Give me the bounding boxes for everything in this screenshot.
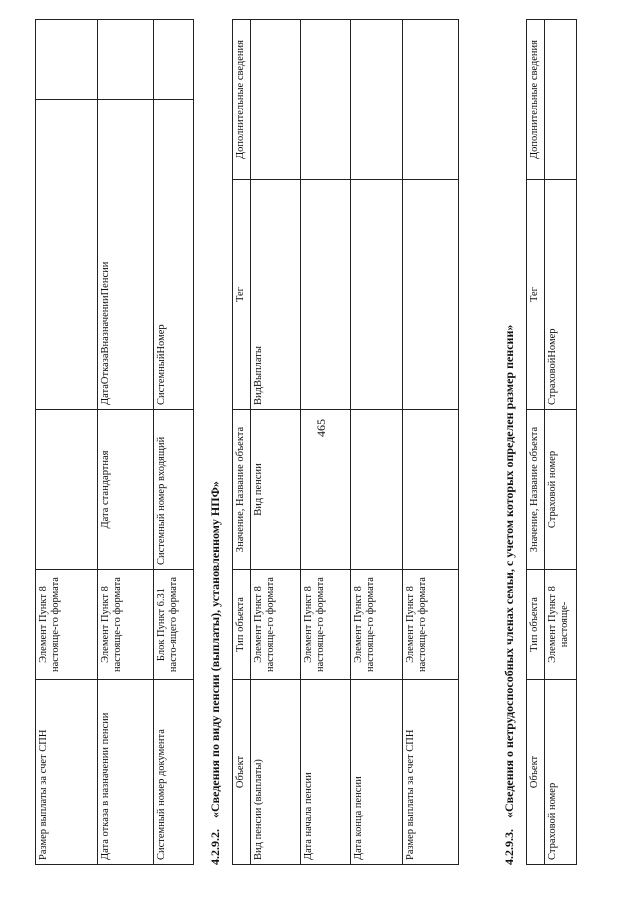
section-number: 4.2.9.2.	[208, 829, 222, 865]
header-type: Тип объекта	[527, 570, 545, 680]
header-type: Тип объекта	[233, 570, 251, 680]
table-row	[98, 20, 154, 865]
cell-tag: СистемныйНомер	[154, 100, 194, 410]
table-row	[301, 20, 351, 865]
cell-object: Размер выплаты за счет СПН	[36, 680, 98, 865]
header-value: Значение, Название объекта	[527, 410, 545, 570]
header-extra: Дополнительные сведения	[527, 20, 545, 180]
family-members-table	[526, 19, 577, 865]
section-title: «Сведения по виду пенсии (выплаты), установленному НПФ»	[208, 481, 222, 818]
cell-extra	[98, 20, 154, 100]
cell-extra	[154, 20, 194, 100]
cell-tag	[351, 180, 403, 410]
cell-tag: СтраховойНомер	[545, 180, 577, 410]
cell-object: Дата конца пенсии	[351, 680, 403, 865]
header-tag: Тег	[527, 180, 545, 410]
cell-type: Элемент Пункт 8 настояще-го формата	[301, 570, 351, 680]
header-object: Объект	[233, 680, 251, 865]
cell-object: Размер выплаты за счет СПН	[403, 680, 459, 865]
cell-value: Вид пенсии	[251, 410, 301, 570]
cell-value: Страховой номер	[545, 410, 577, 570]
page-number: 465	[314, 419, 328, 437]
cell-object: Дата отказа в назначении пенсии	[98, 680, 154, 865]
table-row	[403, 20, 459, 865]
section-heading	[208, 481, 223, 865]
cell-type: Элемент Пункт 8 настояще-го формата	[98, 570, 154, 680]
cell-value	[36, 410, 98, 570]
cell-tag	[36, 100, 98, 410]
cell-tag: ДатаОтказаВназначенииПенсии	[98, 100, 154, 410]
header-object: Объект	[527, 680, 545, 865]
section-number: 4.2.9.3.	[502, 829, 516, 865]
header-value: Значение, Название объекта	[233, 410, 251, 570]
cell-extra	[36, 20, 98, 100]
cell-type: Элемент Пункт 8 настояще-го формата	[351, 570, 403, 680]
cell-type: Элемент Пункт 8 настояще-	[545, 570, 577, 680]
table-row	[154, 20, 194, 865]
table-row	[36, 20, 98, 865]
cell-extra	[403, 20, 459, 180]
cell-value: Дата стандартная	[98, 410, 154, 570]
table-row	[545, 20, 577, 865]
table-header-row	[233, 20, 251, 865]
cell-value: Системный номер входящий	[154, 410, 194, 570]
cell-tag: ВидВыплаты	[251, 180, 301, 410]
cell-extra	[545, 20, 577, 180]
table-row	[351, 20, 403, 865]
cell-object: Вид пенсии (выплаты)	[251, 680, 301, 865]
table-continued	[35, 19, 194, 865]
cell-object: Системный номер документа	[154, 680, 194, 865]
cell-type: Элемент Пункт 8 настояще-го формата	[36, 570, 98, 680]
pension-type-table	[232, 19, 459, 865]
cell-object: Страховой номер	[545, 680, 577, 865]
cell-type: Элемент Пункт 8 настояще-го формата	[403, 570, 459, 680]
cell-tag	[301, 180, 351, 410]
header-tag: Тег	[233, 180, 251, 410]
section-title: «Сведения о нетрудоспособных членах семьи, с учетом которых определен размер пенсии»	[502, 324, 516, 818]
cell-type: Элемент Пункт 8 настояще-го формата	[251, 570, 301, 680]
table-row	[251, 20, 301, 865]
section-heading	[502, 325, 517, 865]
cell-extra	[351, 20, 403, 180]
cell-tag	[403, 180, 459, 410]
header-extra: Дополнительные сведения	[233, 20, 251, 180]
cell-extra	[301, 20, 351, 180]
cell-object: Дата начала пенсии	[301, 680, 351, 865]
cell-value	[403, 410, 459, 570]
table-header-row	[527, 20, 545, 865]
cell-value	[351, 410, 403, 570]
cell-extra	[251, 20, 301, 180]
cell-type: Блок Пункт 6.31 насто-ящего формата	[154, 570, 194, 680]
cell-value	[301, 410, 351, 570]
